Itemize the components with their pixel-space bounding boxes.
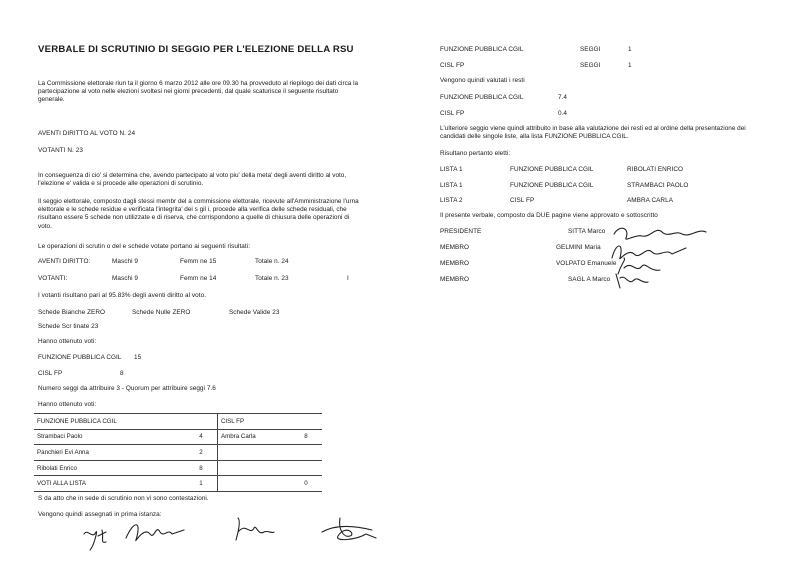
- votanti: VOTANTI N. 23: [38, 147, 83, 154]
- contestazioni-line: S da atto che in sede di scrutinio non vi sono contestazioni.: [38, 495, 209, 502]
- row-aventi-maschi: Maschi 9: [112, 258, 138, 265]
- row-aventi-femmine: Femm ne 15: [180, 258, 217, 265]
- row-votanti-totale: Totale n. 23: [255, 275, 289, 282]
- row-votanti-maschi: Maschi 9: [112, 275, 138, 282]
- eletto-1-name: RIBOLATI ENRICO: [627, 166, 684, 173]
- eletto-1-org: FUNZIONE PUBBLICA CGIL: [510, 166, 594, 173]
- page-2: [400, 0, 800, 566]
- signature-1: [80, 520, 116, 556]
- table-cell: 1: [185, 476, 218, 492]
- seggi-row-2-name: CISL FP: [440, 62, 465, 69]
- intro-paragraph: La Commissione elettorale riun ta il giorno 6 marzo 2012 alle ore 09.30 ha provveduto al riepilogo dei dati circa la partecipazione al voto nelle elezioni svoltesi nei giorni precedenti, dal quale scaturisce il seguente risultato generale.: [38, 80, 359, 104]
- row-votanti-femmine: Femm ne 14: [180, 275, 217, 282]
- row-votanti-label: VOTANTI:: [38, 275, 68, 282]
- hanno-ottenuto-1: Hanno ottenuto voti:: [38, 338, 97, 345]
- signature-saglia: [612, 268, 652, 290]
- eletto-2-name: STRAMBACI PAOLO: [627, 182, 689, 189]
- signature-2: [120, 516, 190, 548]
- verbale-note: Il presente verbale, composto da DUE pagine viene approvato e sottoscritto: [440, 212, 658, 219]
- assegnati-line: Vengono quindi assegnati in prima istanza:: [38, 511, 162, 518]
- resti-row-2-name: CISL FP: [440, 110, 465, 117]
- seggi-row-1-name: FUNZIONE PUBBLICA CGIL: [440, 46, 524, 53]
- table-row: [34, 429, 322, 445]
- table-cell: 4: [185, 429, 218, 445]
- table-cell: 2: [185, 445, 218, 461]
- seggi-row-2-value: 1: [628, 62, 632, 69]
- table-cell: [217, 476, 290, 492]
- resti-row-2-value: 0.4: [558, 110, 568, 117]
- table-cell: [290, 445, 322, 461]
- seggi-row-2-label: SEGGI: [580, 62, 601, 69]
- resti-title: Vengono quindi valutati i resti: [440, 77, 525, 84]
- table-cell: 8: [290, 429, 322, 445]
- seggi-row-1-value: 1: [628, 46, 632, 53]
- firma-3-role: MEMBRO: [440, 260, 470, 267]
- table-header-row: [34, 414, 322, 430]
- table-row: [34, 460, 322, 476]
- signature-3: [228, 512, 276, 546]
- table-header-left: FUNZIONE PUBBLICA CGIL: [34, 414, 185, 430]
- table-cell: Ribolati Enrico: [34, 460, 185, 476]
- cisl-name: CISL FP: [38, 370, 63, 377]
- schede-nulle: Schede Nulle ZERO: [132, 309, 191, 316]
- consequence-paragraph: In conseguenza di cio' si determina che, avendo partecipato al voto piu' della meta' degli aventi diritto al voto, l'elezione e' valida e si procede alle operazioni di scrutinio.: [38, 172, 347, 188]
- row-aventi-label: AVENTI DIRITTO:: [38, 258, 91, 265]
- votes-table: [34, 413, 322, 492]
- aventi-diritto: AVENTI DIRITTO AL VOTO N. 24: [38, 130, 136, 137]
- document-title: VERBALE DI SCRUTINIO DI SEGGIO PER L'ELEZIONE DELLA RSU: [38, 44, 354, 55]
- eletto-1-lista: LISTA 1: [440, 166, 463, 173]
- resti-row-1-name: FUNZIONE PUBBLICA CGIL: [440, 94, 524, 101]
- resti-row-1-value: 7.4: [558, 94, 568, 101]
- operazioni-line: Le operazioni di scrutin o del e schede votate portano ai seguenti risultati:: [38, 243, 251, 250]
- table-row: [34, 476, 322, 492]
- eletti-title: Risultano pertanto eletti:: [440, 150, 511, 157]
- table-cell: 8: [185, 460, 218, 476]
- table-cell: [290, 460, 322, 476]
- ulteriore-paragraph: L'ulteriore seggio viene quindi attribuito in base alla valutazione dei resti ed al ordine della presentazione dei candidati delle singole liste, alla lista FUNZIONE PUBBLICA CGIL.: [440, 125, 746, 141]
- row-aventi-totale: Totale n. 24: [255, 258, 289, 265]
- table-cell: [217, 460, 290, 476]
- eletto-2-lista: LISTA 1: [440, 182, 463, 189]
- row-votanti-mark: I: [347, 275, 349, 282]
- table-cell: VOTI ALLA LISTA: [34, 476, 185, 492]
- table-cell: Panchieri Evi Anna: [34, 445, 185, 461]
- firma-2-name: GELMINI Maria: [556, 244, 601, 251]
- eletto-2-org: FUNZIONE PUBBLICA CGIL: [510, 182, 594, 189]
- seggi-row-1-label: SEGGI: [580, 46, 601, 53]
- schede-bianche: Schede Bianche ZERO: [38, 309, 106, 316]
- hanno-ottenuto-2: Hanno ottenuto voti:: [38, 401, 97, 408]
- numero-seggi: Numero seggi da attribuire 3 - Quorum per attribuire seggi 7.6: [38, 385, 216, 392]
- cisl-votes: 8: [120, 370, 124, 377]
- schede-scrutinate: Schede Scr tinate 23: [38, 323, 99, 330]
- table-cell: Strambaci Paolo: [34, 429, 185, 445]
- firma-4-role: MEMBRO: [440, 276, 470, 283]
- eletto-3-name: AMBRA CARLA: [627, 197, 674, 204]
- percent-line: I votanti risultano pari al 95.83% degli aventi diritto al voto.: [38, 292, 207, 299]
- fp-cgil-votes: 15: [134, 354, 142, 361]
- eletto-3-lista: LISTA 2: [440, 197, 463, 204]
- fp-cgil-name: FUNZIONE PUBBLICA CGIL: [38, 354, 122, 361]
- table-header-right: CISL FP: [217, 414, 290, 430]
- firma-1-name: SITTA Marco: [568, 228, 606, 235]
- eletto-3-org: CISL FP: [510, 197, 535, 204]
- firma-3-name: VOLPATO Emanuele: [556, 260, 617, 267]
- firma-4-name: SAGL A Marco: [568, 276, 611, 283]
- table-cell: 0: [290, 476, 322, 492]
- table-row: [34, 445, 322, 461]
- signature-4: [316, 512, 380, 546]
- table-cell: [217, 445, 290, 461]
- firma-2-role: MEMBRO: [440, 244, 470, 251]
- firma-1-role: PRESIDENTE: [440, 228, 482, 235]
- table-cell: Ambra Carla: [217, 429, 290, 445]
- seggio-paragraph: Il seggio elettorale, composto dagli stessi membr del a commissione elettorale, ricevute all'Amministrazione l'urna elettorale e le schede residue e verificata l'integrita' dei s gil i, procede alla verifica delle schede residuali, che risultano essere 5 schede non utilizzate e di riserva, che corrispondono a quelle di chiusura delle operazioni di voto.: [38, 198, 359, 230]
- schede-valide: Schede Valide 23: [229, 309, 280, 316]
